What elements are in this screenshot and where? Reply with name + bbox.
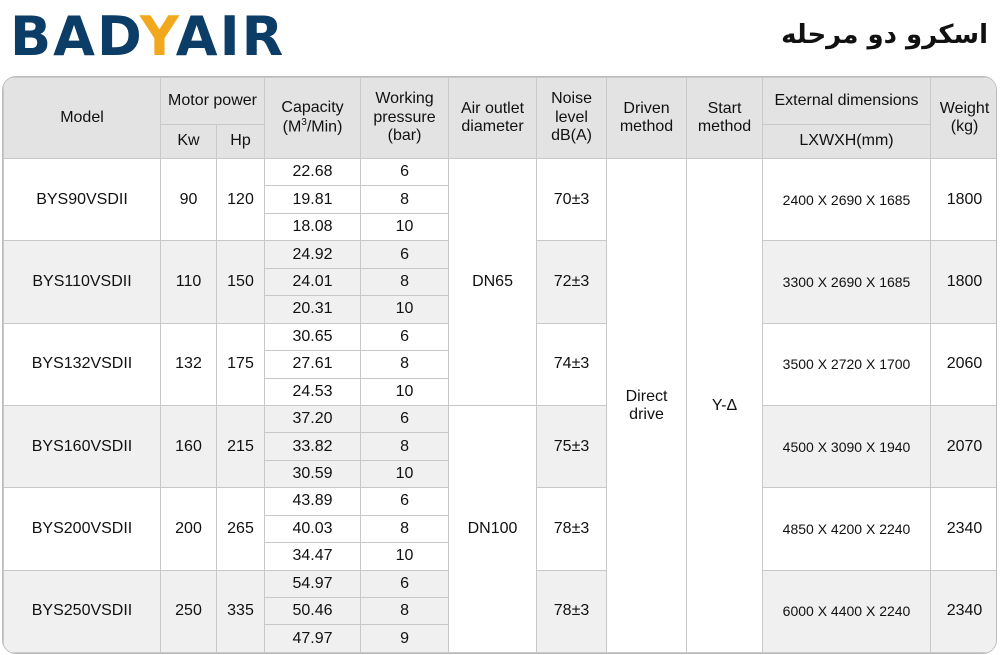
pressure-value: 8: [361, 598, 449, 625]
header-kw: Kw: [161, 125, 217, 159]
pressure-value: 10: [361, 296, 449, 323]
capacity-value: 50.46: [265, 598, 361, 625]
kw-value: 200: [161, 488, 217, 570]
dims-value: 6000 X 4400 X 2240: [763, 570, 931, 652]
pressure-value: 6: [361, 488, 449, 515]
start-value: Y-Δ: [687, 159, 763, 653]
capacity-value: 24.53: [265, 378, 361, 405]
kw-value: 110: [161, 241, 217, 323]
dims-value: 3300 X 2690 X 1685: [763, 241, 931, 323]
capacity-value: 47.97: [265, 625, 361, 653]
pressure-value: 6: [361, 405, 449, 432]
weight-value: 1800: [931, 159, 997, 241]
hp-value: 175: [217, 323, 265, 405]
capacity-value: 40.03: [265, 515, 361, 542]
header-driven: Driven method: [607, 78, 687, 159]
driven-value: Direct drive: [607, 159, 687, 653]
capacity-value: 18.08: [265, 213, 361, 240]
model-name: BYS160VSDII: [4, 405, 161, 487]
weight-value: 2070: [931, 405, 997, 487]
noise-value: 74±3: [537, 323, 607, 405]
header-dims-unit: LXWXH(mm): [763, 125, 931, 159]
pressure-value: 6: [361, 570, 449, 597]
header-pressure: Working pressure (bar): [361, 78, 449, 159]
capacity-value: 43.89: [265, 488, 361, 515]
hp-value: 265: [217, 488, 265, 570]
model-name: BYS250VSDII: [4, 570, 161, 652]
model-name: BYS200VSDII: [4, 488, 161, 570]
kw-value: 160: [161, 405, 217, 487]
hp-value: 215: [217, 405, 265, 487]
capacity-value: 27.61: [265, 351, 361, 378]
header-model: Model: [4, 78, 161, 159]
header-weight: Weight (kg): [931, 78, 997, 159]
header-external: External dimensions: [763, 78, 931, 125]
capacity-value: 54.97: [265, 570, 361, 597]
pressure-value: 10: [361, 213, 449, 240]
logo-text: BADYAIR: [10, 5, 286, 68]
kw-value: 90: [161, 159, 217, 241]
brand-logo: [10, 5, 330, 68]
pressure-value: 9: [361, 625, 449, 653]
header-noise: Noise level dB(A): [537, 78, 607, 159]
header-hp: Hp: [217, 125, 265, 159]
pressure-value: 10: [361, 378, 449, 405]
outlet-value: DN65: [449, 159, 537, 406]
capacity-value: 33.82: [265, 433, 361, 460]
capacity-value: 20.31: [265, 296, 361, 323]
spec-table: [3, 77, 997, 653]
noise-value: 75±3: [537, 405, 607, 487]
spec-table-container: [2, 76, 997, 654]
noise-value: 78±3: [537, 570, 607, 652]
model-name: BYS110VSDII: [4, 241, 161, 323]
pressure-value: 10: [361, 460, 449, 487]
table-row: [4, 159, 998, 186]
capacity-value: 22.68: [265, 159, 361, 186]
pressure-value: 8: [361, 515, 449, 542]
pressure-value: 6: [361, 241, 449, 268]
header-motor-power: Motor power: [161, 78, 265, 125]
dims-value: 4850 X 4200 X 2240: [763, 488, 931, 570]
pressure-value: 8: [361, 351, 449, 378]
header-capacity: Capacity $(M^3/Min)$: [265, 78, 361, 159]
capacity-value: 37.20: [265, 405, 361, 432]
hp-value: 120: [217, 159, 265, 241]
model-name: BYS132VSDII: [4, 323, 161, 405]
kw-value: 132: [161, 323, 217, 405]
pressure-value: 8: [361, 268, 449, 295]
pressure-value: 6: [361, 159, 449, 186]
page-title: اسکرو دو مرحله: [781, 20, 988, 50]
capacity-value: 19.81: [265, 186, 361, 213]
outlet-value: DN100: [449, 405, 537, 652]
capacity-value: 30.59: [265, 460, 361, 487]
pressure-value: 8: [361, 186, 449, 213]
dims-value: 3500 X 2720 X 1700: [763, 323, 931, 405]
dims-value: 2400 X 2690 X 1685: [763, 159, 931, 241]
capacity-value: 24.01: [265, 268, 361, 295]
noise-value: 70±3: [537, 159, 607, 241]
weight-value: 2340: [931, 488, 997, 570]
page-header: [0, 0, 1000, 74]
table-row: [4, 405, 998, 432]
dims-value: 4500 X 3090 X 1940: [763, 405, 931, 487]
hp-value: 150: [217, 241, 265, 323]
capacity-value: 24.92: [265, 241, 361, 268]
header-start: Start method: [687, 78, 763, 159]
weight-value: 2340: [931, 570, 997, 652]
weight-value: 1800: [931, 241, 997, 323]
noise-value: 72±3: [537, 241, 607, 323]
kw-value: 250: [161, 570, 217, 652]
capacity-value: 30.65: [265, 323, 361, 350]
pressure-value: 8: [361, 433, 449, 460]
weight-value: 2060: [931, 323, 997, 405]
capacity-value: 34.47: [265, 543, 361, 570]
noise-value: 78±3: [537, 488, 607, 570]
pressure-value: 10: [361, 543, 449, 570]
pressure-value: 6: [361, 323, 449, 350]
hp-value: 335: [217, 570, 265, 652]
model-name: BYS90VSDII: [4, 159, 161, 241]
header-outlet: Air outlet diameter: [449, 78, 537, 159]
